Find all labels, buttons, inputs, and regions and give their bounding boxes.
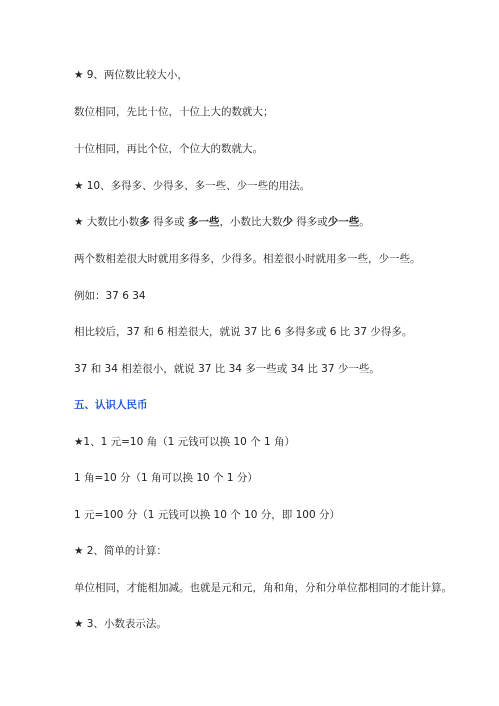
text-segment: 得多或 bbox=[292, 216, 328, 228]
emphasis-text: 多一些 bbox=[187, 216, 220, 228]
text-line: 单位相同，才能相加减。也就是元和元，角和角，分和分单位都相同的才能计算。 bbox=[74, 582, 452, 594]
emphasis-text: 少 bbox=[282, 216, 293, 228]
text-segment: ，小数比大数 bbox=[219, 216, 283, 228]
text-line: 两个数相差很大时就用多得多，少得多。相差很小时就用多一些，少一些。 bbox=[74, 253, 421, 265]
text-line: ★ 10、多得多、少得多、多一些、少一些的用法。 bbox=[74, 180, 311, 192]
text-line: 十位相同，再比个位，个位大的数就大。 bbox=[74, 143, 263, 155]
text-line: ★ 9、两位数比较大小， bbox=[74, 69, 188, 81]
text-line: ★1、1 元=10 角（1 元钱可以换 10 个 1 角） bbox=[74, 436, 296, 448]
text-segment: 。 bbox=[359, 216, 370, 228]
text-line: 例如：37 6 34 bbox=[74, 290, 146, 302]
text-line: 相比较后，37 和 6 相差很大，就说 37 比 6 多得多或 6 比 37 少得多。 bbox=[74, 326, 413, 338]
emphasis-text: 多 bbox=[139, 216, 150, 228]
text-line: ★ 2、简单的计算： bbox=[74, 545, 167, 557]
text-line-mixed bbox=[74, 215, 370, 229]
section-heading: 五、认识人民币 bbox=[74, 399, 148, 411]
text-line: 1 角=10 分（1 角可以换 10 个 1 分） bbox=[74, 472, 258, 484]
text-segment: ★ 大数比小数 bbox=[74, 216, 140, 228]
text-line: ★ 3、小数表示法。 bbox=[74, 618, 167, 630]
text-line: 1 元=100 分（1 元钱可以换 10 个 10 分，即 100 分） bbox=[74, 509, 341, 521]
text-line: 37 和 34 相差很小，就说 37 比 34 多一些或 34 比 37 少一些。 bbox=[74, 363, 380, 375]
emphasis-text: 少一些 bbox=[327, 216, 360, 228]
text-line: 数位相同，先比十位，十位上大的数就大； bbox=[74, 106, 274, 118]
text-segment: 得多或 bbox=[149, 216, 188, 228]
